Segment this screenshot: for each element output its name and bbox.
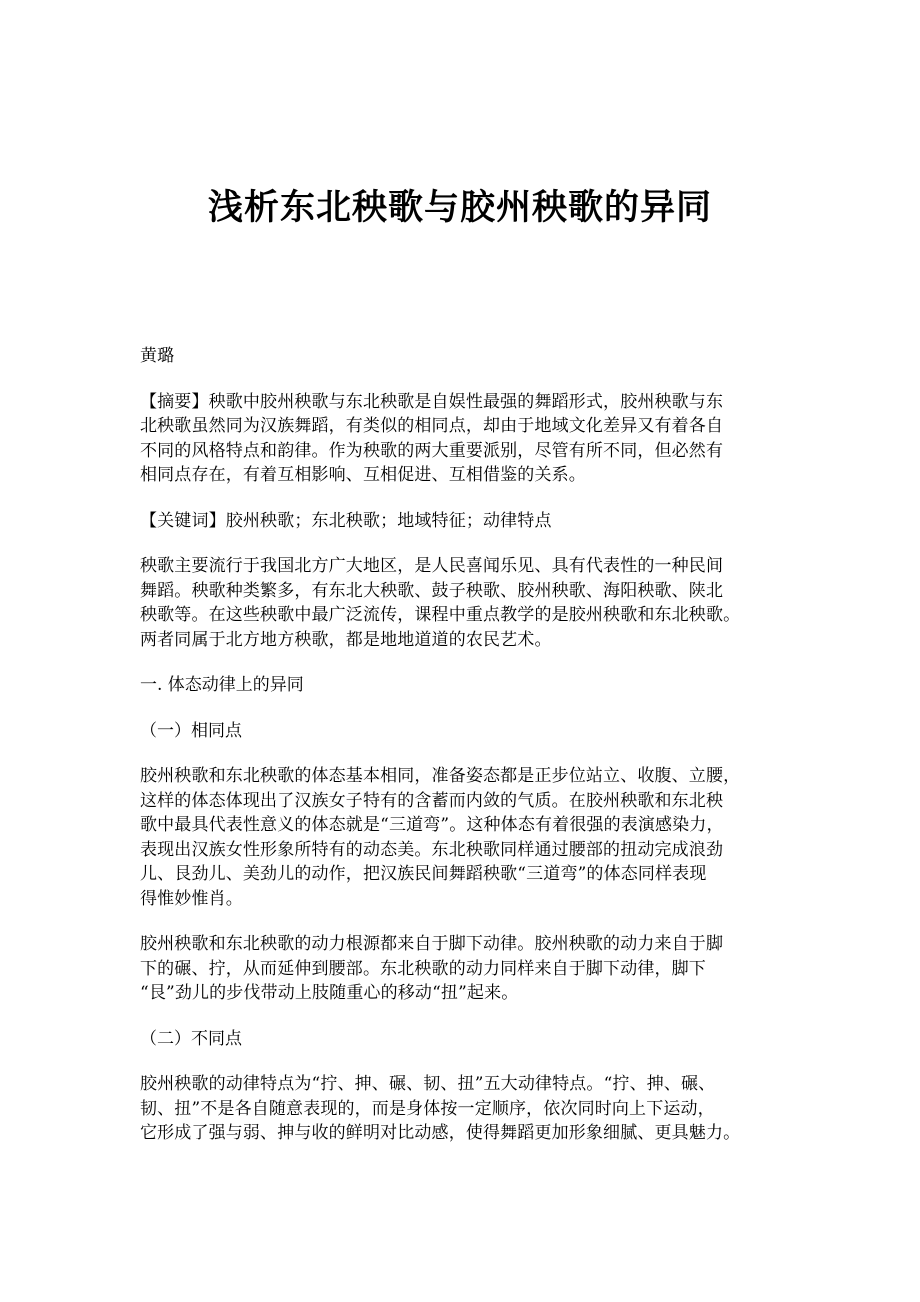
paragraph-line: 胶州秧歌和东北秧歌的动力根源都来自于脚下动律。胶州秧歌的动力来自于脚 [140,934,724,954]
paragraph-line: 下的碾、拧，从而延伸到腰部。东北秧歌的动力同样来自于脚下动律，脚下 [140,958,706,979]
document-body [140,344,785,1167]
abstract-line: 北秧歌虽然同为汉族舞蹈，有类似的相同点，却由于地域文化差异又有着各自 [140,416,724,436]
differences-paragraph-1 [140,1072,785,1146]
intro-paragraph [140,554,785,652]
abstract-line: 【摘要】秧歌中胶州秧歌与东北秧歌是自娱性最强的舞蹈形式，胶州秧歌与东 [140,391,724,412]
paragraph-line: 这样的体态体现出了汉族女子特有的含蓄而内敛的气质。在胶州秧歌和东北秧 [140,790,724,811]
similarities-paragraph-1 [140,764,785,911]
keywords-paragraph: 【关键词】胶州秧歌；东北秧歌；地域特征；动律特点 [140,510,552,531]
intro-line: 舞蹈。秧歌种类繁多，有东北大秧歌、鼓子秧歌、胶州秧歌、海阳秧歌、陕北 [140,580,724,601]
document-title: 浅析东北秧歌与胶州秧歌的异同 [207,187,712,228]
paragraph-line: 胶州秧歌和东北秧歌的体态基本相同，准备姿态都是正步位站立、收腹、立腰， [140,766,741,786]
similarities-paragraph-2 [140,932,785,1006]
abstract-line: 不同的风格特点和韵律。作为秧歌的两大重要派别，尽管有所不同，但必然有 [140,440,724,461]
paragraph-line: 它形成了强与弱、抻与收的鲜明对比动感，使得舞蹈更加形象细腻、更具魅力。 [140,1123,741,1143]
subsection-heading-similarities: （一）相同点 [140,720,242,741]
abstract-paragraph [140,390,785,488]
paragraph-line: 得惟妙惟肖。 [140,888,243,909]
subsection-heading-differences: （二）不同点 [140,1028,242,1049]
abstract-line: 相同点存在，有着互相影响、互相促进、互相借鉴的关系。 [140,465,586,485]
author-name: 黄璐 [140,346,175,366]
paragraph-line: 表现出汉族女性形象所特有的动态美。东北秧歌同样通过腰部的扭动完成浪劲 [140,839,724,860]
paragraph-line: 韧、扭”不是各自随意表现的，而是身体按一定顺序，依次同时向上下运动， [140,1098,715,1119]
intro-line: 两者同属于北方地方秧歌，都是地地道道的农民艺术。 [140,629,552,650]
intro-line: 秧歌主要流行于我国北方广大地区，是人民喜闻乐见、具有代表性的一种民间 [140,556,724,576]
paragraph-line: 儿、艮劲儿、美劲儿的动作，把汉族民间舞蹈秧歌“三道弯”的体态同样表现 [140,864,707,884]
paragraph-line: 胶州秧歌的动律特点为“拧、抻、碾、韧、扭”五大动律特点。“拧、抻、碾、 [140,1074,716,1094]
paragraph-line: 歌中最具代表性意义的体态就是“三道弯”。这种体态有着很强的表演感染力， [140,815,724,835]
paragraph-line: “艮”劲儿的步伐带动上肢随重心的移动“扭”起来。 [140,983,519,1003]
section-heading: 一. 体态动律上的异同 [140,675,304,695]
intro-line: 秧歌等。在这些秧歌中最广泛流传，课程中重点教学的是胶州秧歌和东北秧歌。 [140,605,741,625]
